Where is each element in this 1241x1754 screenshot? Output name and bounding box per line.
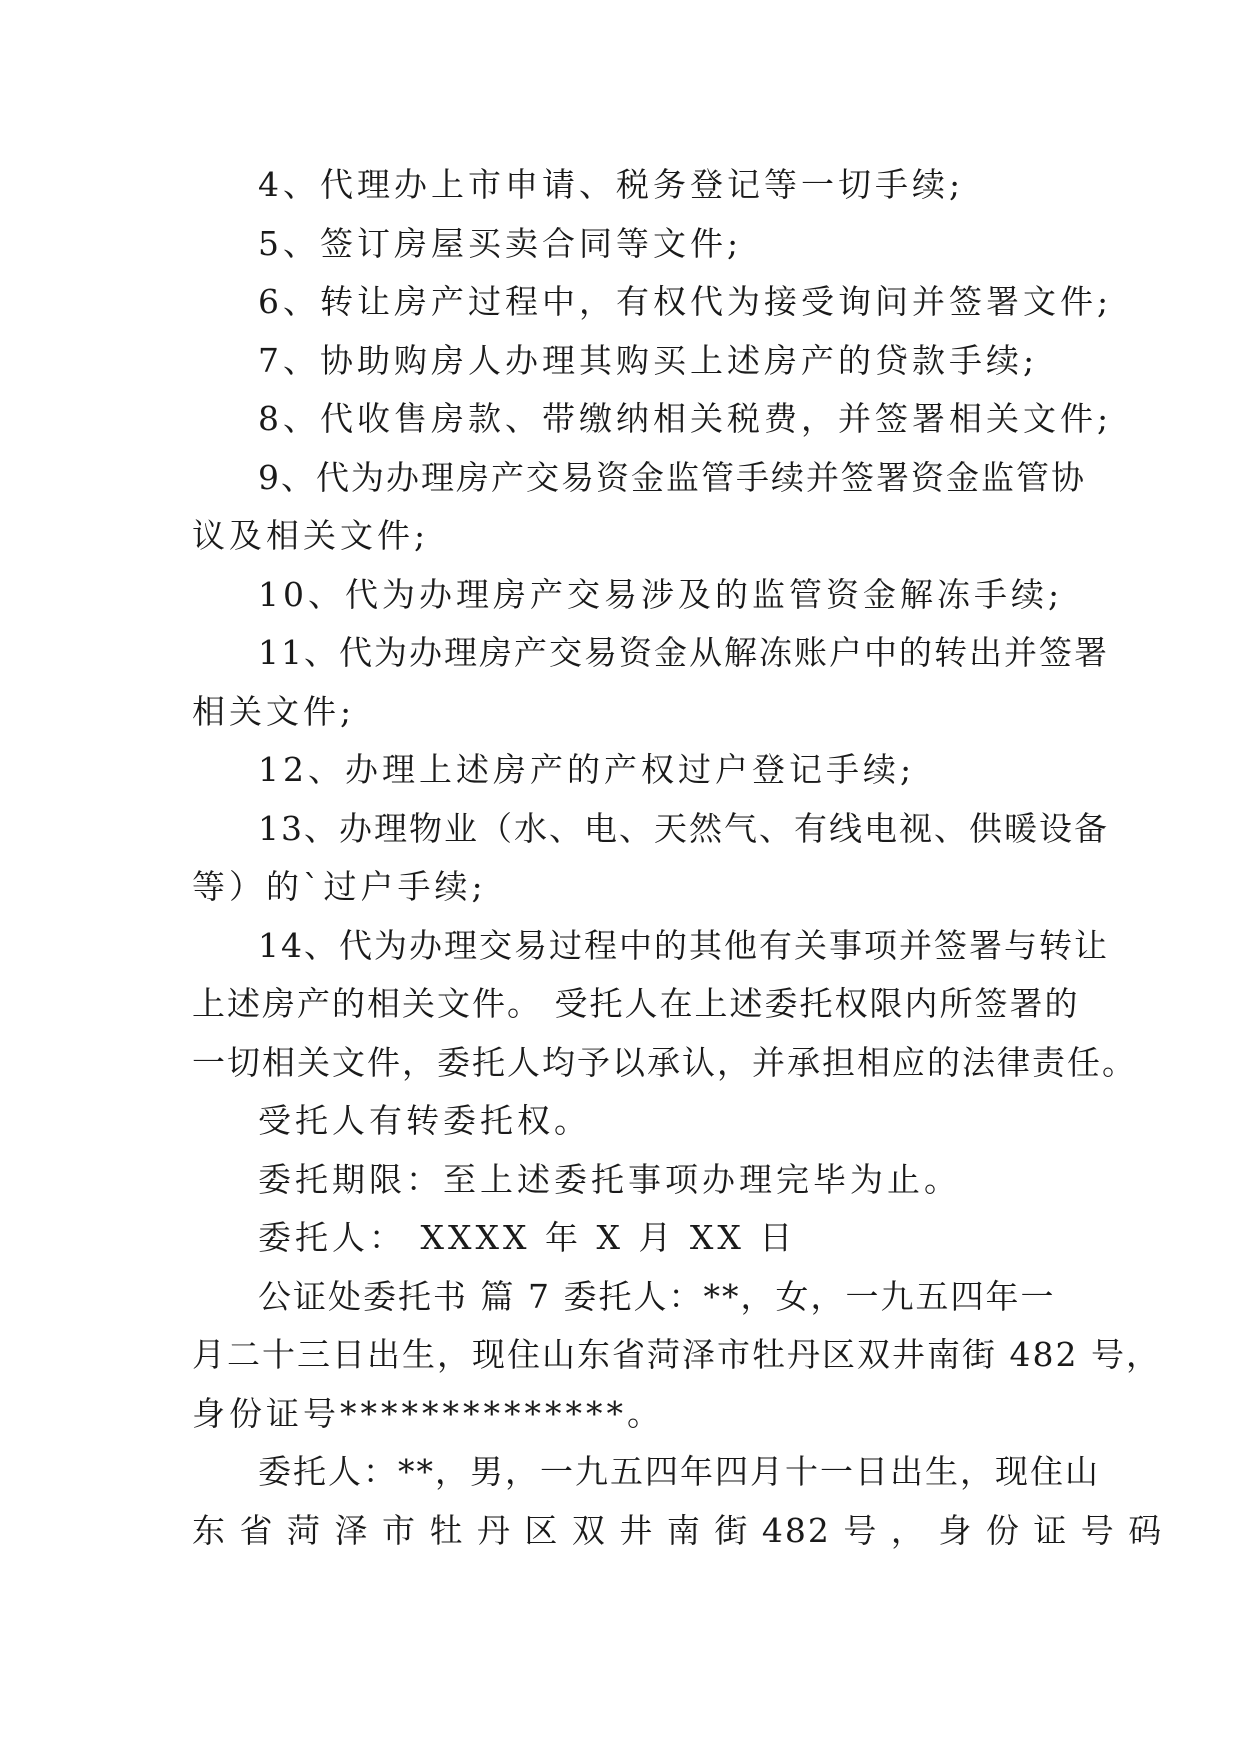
text-line: 委托人：**，男，一九五四年四月十一日出生，现住山 — [258, 1452, 1100, 1491]
text-line: 议及相关文件; — [192, 516, 430, 555]
text-line: 6、转让房产过程中，有权代为接受询问并签署文件; — [258, 282, 1113, 321]
text-line: 身份证号**************。 — [192, 1393, 664, 1433]
text-line: 7、协助购房人办理其购买上述房产的贷款手续; — [258, 340, 1039, 380]
text-line: 委托人： XXXX 年 X 月 XX 日 — [258, 1218, 797, 1257]
text-line: 等）的`过户手续; — [192, 867, 487, 906]
text-line: 11、代为办理房产交易资金从解冻账户中的转出并签署 — [258, 633, 1109, 672]
text-line: 12、办理上述房产的产权过户登记手续; — [258, 750, 916, 789]
text-line: 月二十三日出生，现住山东省菏泽市牡丹区双井南街 482 号， — [192, 1335, 1161, 1374]
text-line: 5、签订房屋买卖合同等文件; — [258, 223, 743, 263]
text-line: 公证处委托书 篇 7 委托人：**，女，一九五四年一 — [258, 1276, 1056, 1316]
text-line: 10、代为办理房产交易涉及的监管资金解冻手续; — [258, 574, 1064, 614]
text-line: 东 省 菏 泽 市 牡 丹 区 双 井 南 街 482 号 ， 身 份 证 号 码 — [192, 1510, 1164, 1550]
text-line: 委托期限：至上述委托事项办理完毕为止。 — [258, 1159, 961, 1199]
text-line: 受托人有转委托权。 — [258, 1101, 591, 1140]
text-line: 相关文件; — [192, 691, 356, 731]
text-line: 14、代为办理交易过程中的其他有关事项并签署与转让 — [258, 925, 1109, 965]
text-line: 9、代为办理房产交易资金监管手续并签署资金监管协 — [258, 457, 1086, 497]
text-line: 8、代收售房款、带缴纳相关税费，并签署相关文件; — [258, 399, 1113, 438]
document-page — [192, 156, 1164, 1560]
text-line: 4、代理办上市申请、税务登记等一切手续; — [258, 165, 965, 204]
text-line: 上述房产的相关文件。 受托人在上述委托权限内所签署的 — [192, 984, 1080, 1023]
text-line: 一切相关文件，委托人均予以承认，并承担相应的法律责任。 — [192, 1042, 1137, 1082]
text-line: 13、办理物业（水、电、天然气、有线电视、供暖设备 — [258, 808, 1109, 848]
